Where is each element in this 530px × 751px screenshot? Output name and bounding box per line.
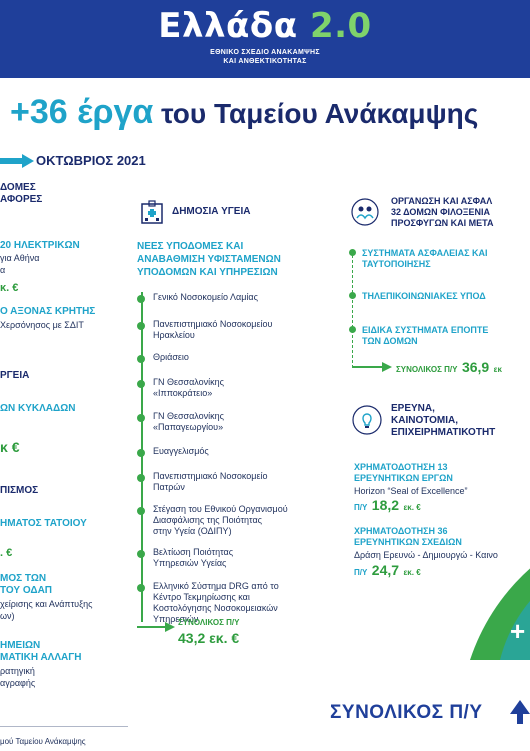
left-sub-2b: Χερσόνησος με ΣΔΙΤ xyxy=(0,320,84,330)
arrow-right-icon xyxy=(0,154,34,168)
hospital-icon xyxy=(141,200,163,224)
bullet-dot xyxy=(349,292,356,299)
item-line: Πατρών xyxy=(153,482,185,492)
bullet-line: ΤΑΥΤΟΠΟΙΗΣΗΣ xyxy=(362,259,431,269)
item-line: Πανεπιστημιακό Νοσοκομείου xyxy=(153,319,273,329)
budget-prefix: Π/Υ xyxy=(354,503,368,512)
item-line: Ευαγγελισμός xyxy=(153,446,209,456)
item-line: στην Υγεία (ΟΔΙΠΥ) xyxy=(153,526,232,536)
left-title-2: ΡΓΕΙΑ xyxy=(0,370,30,381)
left-sub-3: ΩΝ ΚΥΚΛΑΔΩΝ xyxy=(0,403,76,414)
item-line: Βελτίωση Ποιότητας xyxy=(153,547,234,557)
budget-value: 24,7 xyxy=(371,562,400,578)
budget-prefix: Π/Υ xyxy=(354,568,368,577)
plus-sign: + xyxy=(510,616,526,646)
timeline-line xyxy=(141,292,143,622)
research-item-2 xyxy=(354,526,462,548)
section-title-research xyxy=(391,403,495,439)
total-value: 36,9 xyxy=(461,359,490,375)
bullet-dot xyxy=(137,322,145,330)
bullet-line: ΕΙΔΙΚΑ ΣΥΣΤΗΜΑΤΑ ΕΠΟΠΤΕ xyxy=(362,325,489,335)
section-title-refugee-shelters xyxy=(391,196,494,229)
left-value-3: κ € xyxy=(0,439,20,455)
left-sub-5d: ων) xyxy=(0,611,15,621)
timeline-dashed-line xyxy=(352,250,353,368)
title-line: ΕΠΙΧΕΙΡΗΜΑΤΙΚΟΤΗΤ xyxy=(391,427,496,438)
item-line: «Ιπποκράτειο» xyxy=(153,388,213,398)
arrow-right-icon xyxy=(137,622,175,632)
right-bullet-2: ΤΗΛΕΠΙΚΟΙΝΩΝΙΑΚΕΣ ΥΠΟΔ xyxy=(362,291,486,301)
bullet-line: ΤΩΝ ΔΟΜΩΝ xyxy=(362,336,418,346)
left-value-1: κ. € xyxy=(0,282,19,294)
item-line: Διασφάλισης της Ποιότητας xyxy=(153,515,263,525)
item-line: ΧΡΗΜΑΤΟΔΟΤΗΣΗ 36 xyxy=(354,526,448,536)
logo-version: 2.0 xyxy=(309,6,372,46)
left-value-4: . € xyxy=(0,547,13,559)
item-line: Κέντρο Τεκμηρίωσης και xyxy=(153,592,250,602)
item-line: ΓΝ Θεσσαλονίκης xyxy=(153,377,224,387)
subtitle-line: ΝΕΕΣ ΥΠΟΔΟΜΕΣ ΚΑΙ xyxy=(137,241,244,252)
logo-subtitle-1: ΕΘΝΙΚΟ ΣΧΕΔΙΟ ΑΝΑΚΑΜΨΗΣ xyxy=(210,49,320,56)
subtitle-line: ΥΠΟΔΟΜΩΝ ΚΑΙ ΥΠΗΡΕΣΙΩΝ xyxy=(137,267,278,278)
bullet-dot xyxy=(137,507,145,515)
overall-total-label: ΣΥΝΟΛΙΚΟΣ Π/Υ xyxy=(330,702,483,723)
item-line: Θριάσειο xyxy=(153,352,189,362)
item-line: Υπηρεσιών Υγείας xyxy=(153,558,227,568)
item-line: ΓΝ Θεσσαλονίκης xyxy=(153,411,224,421)
title-line: 32 ΔΟΜΩΝ ΦΙΛΟΞΕΝΙΑ xyxy=(391,207,491,217)
title-line: ΚΑΙΝΟΤΟΜΙΑ, xyxy=(391,415,459,426)
item-line: Στέγαση του Εθνικού Οργανισμού xyxy=(153,504,288,514)
item-line: «Παπαγεωργίου» xyxy=(153,422,224,432)
item-line: Ηρακλείου xyxy=(153,330,195,340)
left-sub-5c: χείρισης και Ανάπτυξης xyxy=(0,599,93,609)
left-sub-5b: ΤΟΥ ΟΔΑΠ xyxy=(0,585,53,596)
item-line: ΕΡΕΥΝΗΤΙΚΩΝ ΣΧΕΔΙΩΝ xyxy=(354,537,462,547)
left-sub-1c: α xyxy=(0,265,6,275)
arrow-right-icon xyxy=(352,362,392,372)
right-bullet-1 xyxy=(362,248,488,270)
left-title-3: ΠΙΣΜΟΣ xyxy=(0,485,39,496)
left-sub-1b: για Αθήνα xyxy=(0,253,40,263)
left-sub-5a: ΜΟΣ ΤΩΝ xyxy=(0,573,47,584)
bullet-dot xyxy=(137,355,145,363)
footer-text: μού Ταμείου Ανάκαμψης xyxy=(0,737,86,746)
item-line: ΕΡΕΥΝΗΤΙΚΩΝ ΕΡΓΩΝ xyxy=(354,473,453,483)
title-line: ΠΡΟΣΦΥΓΩΝ ΚΑΙ ΜΕΤΑ xyxy=(391,218,494,228)
subtitle-line: ΑΝΑΒΑΘΜΙΣΗ ΥΦΙΣΤΑΜΕΝΩΝ xyxy=(137,254,281,265)
research-item-2-budget xyxy=(354,562,421,580)
logo-main-text: Ελλάδα xyxy=(158,6,298,46)
item-line: Υπηρεσιών xyxy=(153,614,199,624)
budget-unit: εκ. € xyxy=(403,503,421,512)
section-subtitle-health xyxy=(137,240,281,279)
headline-number: +36 έργα xyxy=(10,93,154,131)
left-sub-1a: 20 ΗΛΕΚΤΡΙΚΩΝ xyxy=(0,240,80,251)
section-title-public-health: ΔΗΜΟΣΙΑ ΥΓΕΙΑ xyxy=(172,206,251,217)
budget-value: 18,2 xyxy=(371,497,400,513)
headline xyxy=(10,93,478,132)
total-refugee xyxy=(396,359,502,377)
left-sub-6a: ΗΜΕΙΩΝ xyxy=(0,640,41,651)
item-line: Γενικό Νοσοκομείο Λαμίας xyxy=(153,292,258,302)
bullet-dot xyxy=(137,414,145,422)
bullet-dot xyxy=(137,295,145,303)
bullet-dot xyxy=(137,449,145,457)
research-item-1-desc: Horizon “Seal of Excellence” xyxy=(354,486,468,496)
title-line: ΟΡΓΑΝΩΣΗ ΚΑΙ ΑΣΦΑΛ xyxy=(391,196,493,206)
decorative-swoosh xyxy=(430,560,530,660)
item-line: ΧΡΗΜΑΤΟΔΟΤΗΣΗ 13 xyxy=(354,462,448,472)
item-line: Κοστολόγησης Νοσοκομειακών xyxy=(153,603,278,613)
left-title-1b: ΑΦΟΡΕΣ xyxy=(0,194,43,205)
research-item-1-budget xyxy=(354,497,421,515)
title-line: ΕΡΕΥΝΑ, xyxy=(391,403,435,414)
shelter-icon xyxy=(351,198,379,226)
right-bullet-3 xyxy=(362,325,488,347)
total-value-health: 43,2 εκ. € xyxy=(178,630,240,646)
logo xyxy=(0,6,530,46)
bullet-line: ΣΥΣΤΗΜΑΤΑ ΑΣΦΑΛΕΙΑΣ ΚΑΙ xyxy=(362,248,488,258)
left-sub-6c: ρατηγική xyxy=(0,666,35,676)
budget-unit: εκ. € xyxy=(403,568,421,577)
headline-text: του Ταμείου Ανάκαμψης xyxy=(161,98,479,129)
left-sub-6b: ΜΑΤΙΚΗ ΑΛΛΑΓΗ xyxy=(0,652,82,663)
bullet-dot xyxy=(137,474,145,482)
left-title-1a: ΔΟΜΕΣ xyxy=(0,182,36,193)
total-unit: εκ xyxy=(493,365,502,374)
footer-divider xyxy=(0,726,128,727)
left-sub-4: ΗΜΑΤΟΣ ΤΑΤΟΙΟΥ xyxy=(0,518,87,529)
bullet-dot xyxy=(349,326,356,333)
total-label-health: ΣΥΝΟΛΙΚΟΣ Π/Υ xyxy=(178,618,240,627)
left-sub-6d: αγραφής xyxy=(0,678,36,688)
item-line: Πανεπιστημιακό Νοσοκομείο xyxy=(153,471,268,481)
research-item-2-desc: Δράση Ερευνώ - Δημιουργώ - Καινο xyxy=(354,550,498,560)
bullet-dot xyxy=(349,249,356,256)
bullet-dot xyxy=(137,550,145,558)
bullet-dot xyxy=(137,380,145,388)
arrow-up-icon xyxy=(510,700,530,724)
lightbulb-icon xyxy=(352,405,382,435)
date-label: ΟΚΤΩΒΡΙΟΣ 2021 xyxy=(36,153,146,168)
header-banner xyxy=(0,0,530,78)
item-line: Ελληνικό Σύστημα DRG από το xyxy=(153,581,279,591)
bullet-dot xyxy=(137,584,145,592)
logo-subtitle-2: ΚΑΙ ΑΝΘΕΚΤΙΚΟΤΗΤΑΣ xyxy=(223,58,307,65)
total-label: ΣΥΝΟΛΙΚΟΣ Π/Υ xyxy=(396,365,458,374)
left-sub-2: Ο ΑΞΟΝΑΣ ΚΡΗΤΗΣ xyxy=(0,306,96,317)
research-item-1 xyxy=(354,462,453,484)
